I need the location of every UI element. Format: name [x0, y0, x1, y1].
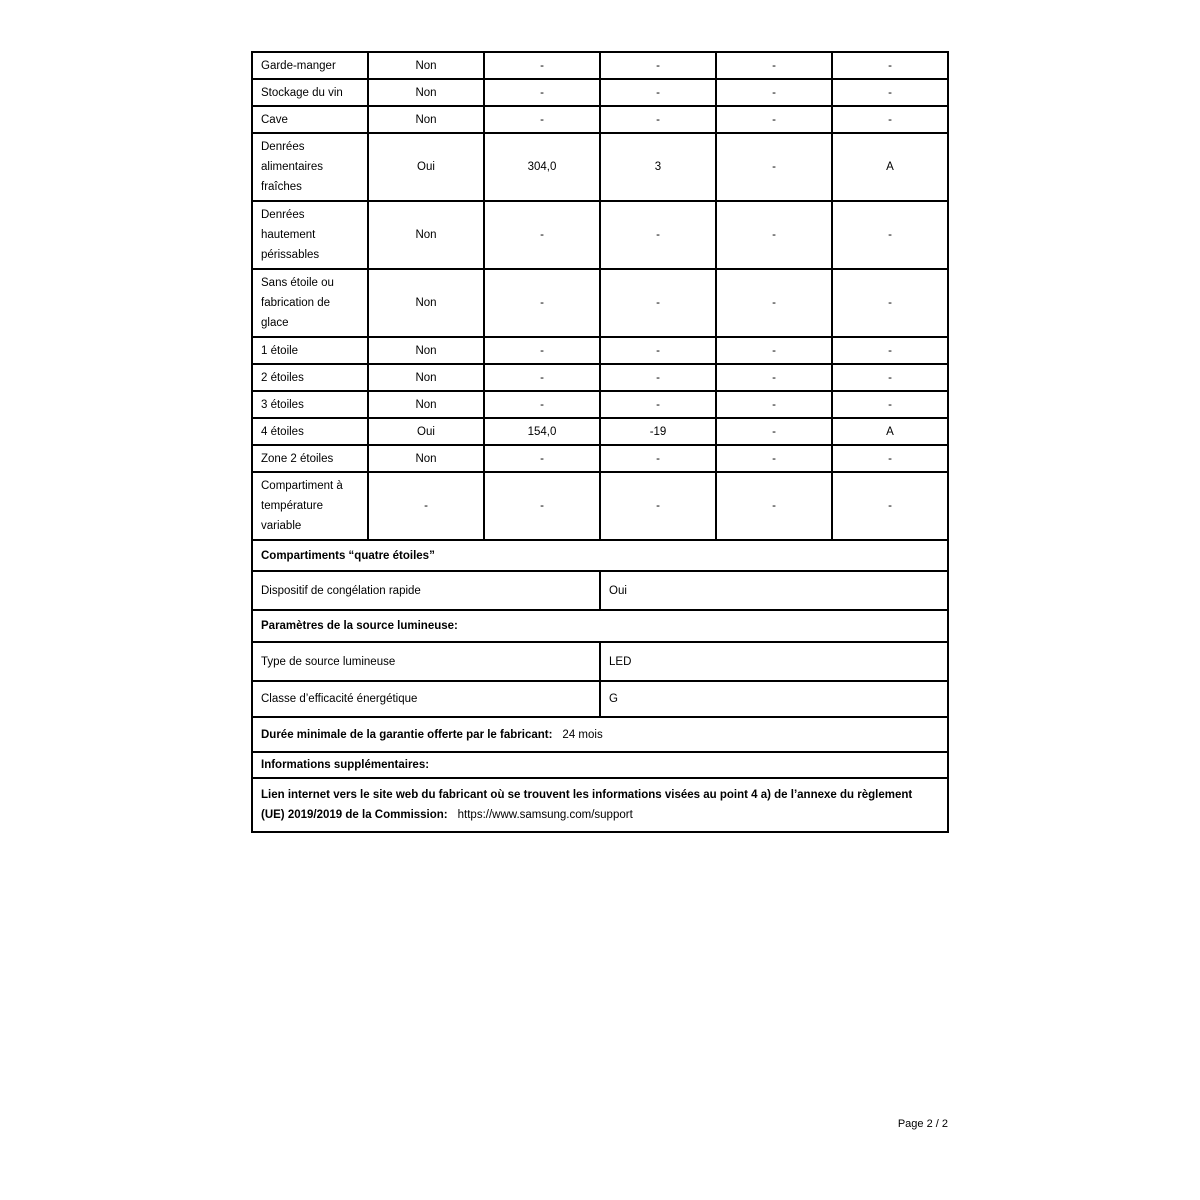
value-cell: 304,0	[484, 133, 600, 201]
page-number: Page 2 / 2	[897, 1118, 948, 1130]
value-cell: -	[600, 364, 716, 391]
row-label-cell: Garde-manger	[252, 52, 368, 79]
value-cell: -	[484, 364, 600, 391]
value-cell: Oui	[368, 133, 484, 201]
value-cell: -	[600, 79, 716, 106]
table-row	[252, 642, 948, 681]
row-label-cell: 2 étoiles	[252, 364, 368, 391]
value-cell: -	[832, 269, 948, 337]
value-cell: -	[716, 445, 832, 472]
row-label-cell: Sans étoile ou fabrication de glace	[252, 269, 368, 337]
section-header-row	[252, 610, 948, 642]
light-source-type-value: LED	[600, 642, 948, 681]
value-cell: -	[600, 52, 716, 79]
value-cell: -	[716, 201, 832, 269]
table-row	[252, 106, 948, 133]
row-label-cell: 3 étoiles	[252, 391, 368, 418]
value-cell: -	[600, 391, 716, 418]
table-row	[252, 445, 948, 472]
value-cell: -	[832, 364, 948, 391]
value-cell: Non	[368, 201, 484, 269]
value-cell: -	[716, 269, 832, 337]
value-cell: Non	[368, 79, 484, 106]
light-source-type-label: Type de source lumineuse	[252, 642, 600, 681]
value-cell: -	[600, 269, 716, 337]
table-row	[252, 571, 948, 610]
table-row	[252, 201, 948, 269]
table-row	[252, 472, 948, 540]
value-cell: A	[832, 133, 948, 201]
value-cell: -	[716, 418, 832, 445]
value-cell: -	[600, 201, 716, 269]
value-cell: -	[484, 201, 600, 269]
value-cell: -	[832, 445, 948, 472]
value-cell: -	[368, 472, 484, 540]
value-cell: A	[832, 418, 948, 445]
fast-freeze-label: Dispositif de congélation rapide	[252, 571, 600, 610]
value-cell: Oui	[368, 418, 484, 445]
table-row	[252, 52, 948, 79]
warranty-value: 24 mois	[562, 728, 603, 741]
value-cell: Non	[368, 52, 484, 79]
table-row	[252, 364, 948, 391]
value-cell: -	[484, 337, 600, 364]
value-cell: -	[832, 472, 948, 540]
value-cell: -	[716, 472, 832, 540]
table-row	[252, 133, 948, 201]
value-cell: Non	[368, 445, 484, 472]
value-cell: Non	[368, 337, 484, 364]
row-label-cell: Cave	[252, 106, 368, 133]
manufacturer-link-cell	[252, 778, 948, 832]
value-cell: -	[484, 391, 600, 418]
row-label-cell: Stockage du vin	[252, 79, 368, 106]
table-row	[252, 717, 948, 752]
value-cell: -	[484, 79, 600, 106]
warranty-label: Durée minimale de la garantie offerte par le fabricant:	[261, 728, 553, 741]
row-label-cell: Compartiment à température variable	[252, 472, 368, 540]
value-cell: -	[832, 201, 948, 269]
value-cell: -	[716, 337, 832, 364]
energy-class-value: G	[600, 681, 948, 717]
value-cell: Non	[368, 269, 484, 337]
value-cell: Non	[368, 106, 484, 133]
value-cell: -	[716, 52, 832, 79]
value-cell: -	[484, 472, 600, 540]
value-cell: -	[600, 106, 716, 133]
value-cell: -	[484, 106, 600, 133]
value-cell: -	[716, 391, 832, 418]
table-row	[252, 778, 948, 832]
value-cell: -	[716, 364, 832, 391]
value-cell: 3	[600, 133, 716, 201]
section-header-row	[252, 540, 948, 571]
table-row	[252, 269, 948, 337]
value-cell: -	[716, 79, 832, 106]
value-cell: -	[832, 52, 948, 79]
spec-table	[251, 51, 949, 833]
table-row	[252, 337, 948, 364]
four-star-header: Compartiments “quatre étoiles”	[252, 540, 948, 571]
row-label-cell: Denrées alimentaires fraîches	[252, 133, 368, 201]
row-label-cell: 4 étoiles	[252, 418, 368, 445]
energy-class-label: Classe d’efficacité énergétique	[252, 681, 600, 717]
fast-freeze-value: Oui	[600, 571, 948, 610]
table-row	[252, 418, 948, 445]
value-cell: -	[484, 52, 600, 79]
value-cell: -19	[600, 418, 716, 445]
manufacturer-link-label: Lien internet vers le site web du fabricant où se trouvent les informations visées au point 4 a) de l’annexe du règlement (UE) 2019/2019 de la Commission:	[261, 789, 913, 821]
value-cell: -	[716, 133, 832, 201]
value-cell: Non	[368, 364, 484, 391]
manufacturer-link-url: https://www.samsung.com/support	[457, 809, 633, 821]
light-source-header: Paramètres de la source lumineuse:	[252, 610, 948, 642]
value-cell: -	[484, 269, 600, 337]
table-row	[252, 681, 948, 717]
row-label-cell: Denrées hautement périssables	[252, 201, 368, 269]
value-cell: -	[832, 106, 948, 133]
value-cell: 154,0	[484, 418, 600, 445]
section-header-row	[252, 752, 948, 778]
value-cell: -	[832, 79, 948, 106]
row-label-cell: 1 étoile	[252, 337, 368, 364]
additional-info-header: Informations supplémentaires:	[252, 752, 948, 778]
warranty-cell	[252, 717, 948, 752]
row-label-cell: Zone 2 étoiles	[252, 445, 368, 472]
table-row	[252, 79, 948, 106]
value-cell: -	[832, 391, 948, 418]
value-cell: Non	[368, 391, 484, 418]
value-cell: -	[600, 445, 716, 472]
value-cell: -	[484, 445, 600, 472]
value-cell: -	[832, 337, 948, 364]
value-cell: -	[600, 472, 716, 540]
value-cell: -	[600, 337, 716, 364]
value-cell: -	[716, 106, 832, 133]
table-row	[252, 391, 948, 418]
